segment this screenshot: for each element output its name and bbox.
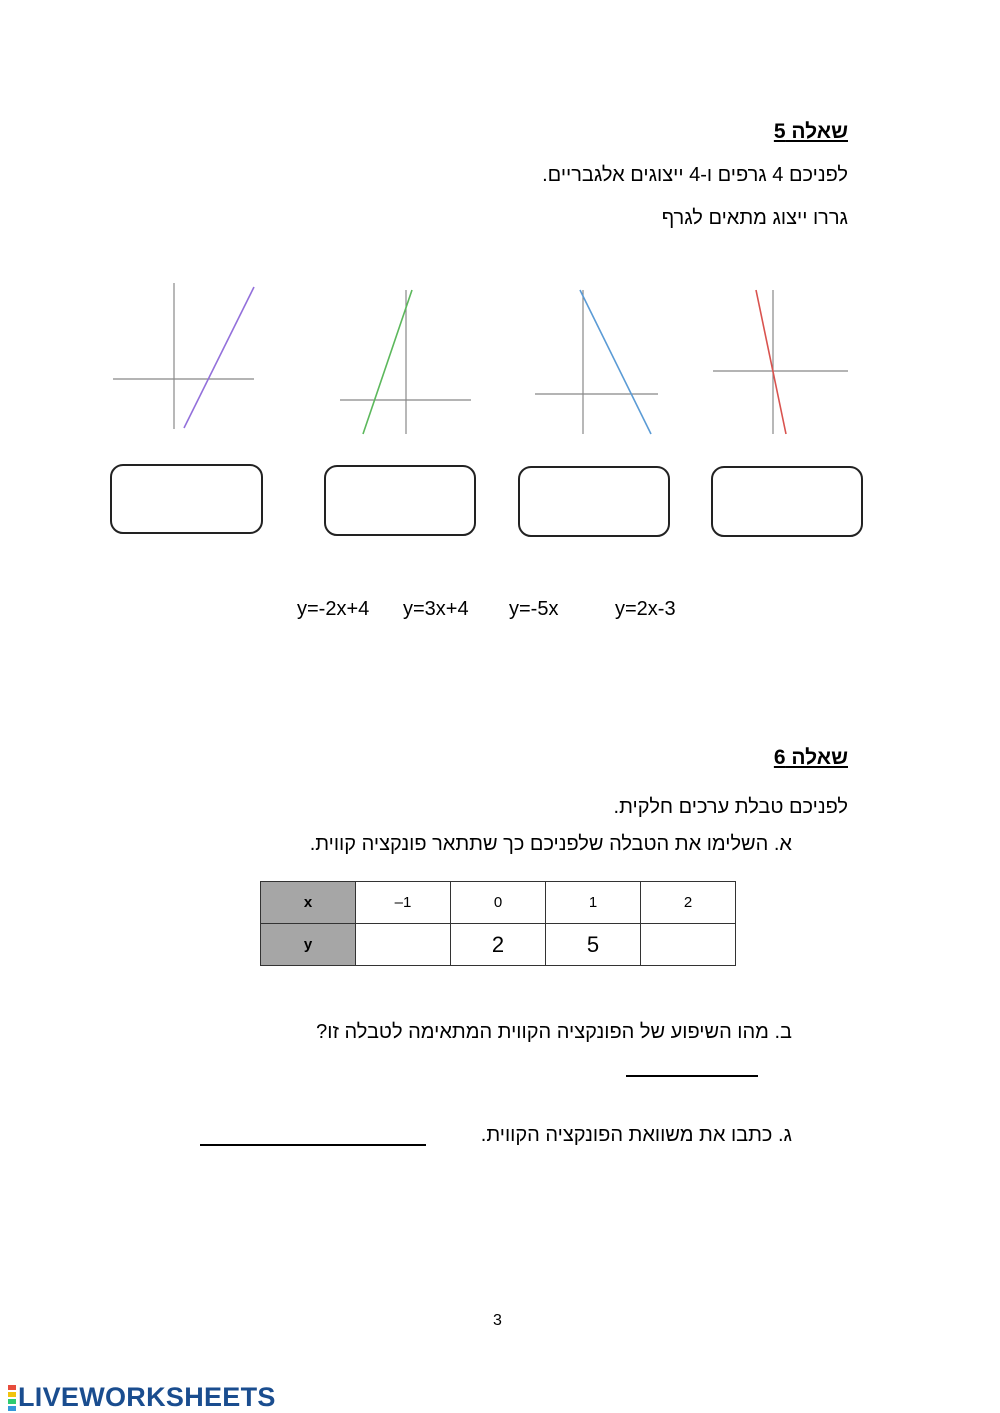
graph-blue [532,285,662,440]
question-5-drag-instruction: גררו ייצוג מתאים לגרף [661,207,848,229]
question-5-instruction: לפניכם 4 גרפים ו-4 ייצוגים אלגבריים. [542,164,848,186]
y-answer-cell[interactable] [356,924,451,966]
y-value-cell: 5 [546,924,641,966]
x-value-cell: 0 [451,882,546,924]
x-value-cell: 1 [546,882,641,924]
y-answer-cell[interactable] [641,924,736,966]
question-6-title: שאלה 6 [773,746,848,769]
drop-box-graph-blue[interactable] [518,466,670,537]
slope-answer-field[interactable] [626,1061,758,1077]
drop-box-graph-purple[interactable] [110,464,263,534]
x-value-cell: 2 [641,882,736,924]
expression-option[interactable]: y=-2x+4 [297,598,370,620]
question-6-part-b: ב. מהו השיפוע של הפונקציה הקווית המתאימה לטבלה זו? [316,1021,792,1043]
values-table [260,881,736,966]
graph-red [710,285,855,440]
table-row-y [261,924,736,966]
y-value-cell: 2 [451,924,546,966]
expression-option[interactable]: y=3x+4 [403,598,469,620]
question-6-part-c: ג. כתבו את משוואת הפונקציה הקווית. [480,1124,792,1146]
question-5-title: שאלה 5 [773,120,848,143]
table-row-x [261,882,736,924]
y-header-cell: y [261,924,356,966]
question-6-intro: לפניכם טבלת ערכים חלקית. [613,796,848,818]
x-value-cell: –1 [356,882,451,924]
equation-answer-field[interactable] [200,1130,426,1146]
question-6-part-a: א. השלימו את הטבלה שלפניכם כך שתתאר פונקציה קווית. [309,833,792,855]
logo-mark-icon [8,1384,16,1412]
graph-green [335,285,475,440]
drop-box-graph-red[interactable] [711,466,863,537]
graph-purple [108,280,263,435]
logo-text: LIVEWORKSHEETS [18,1382,276,1412]
expression-option[interactable]: y=2x-3 [615,598,676,620]
x-header-cell: x [261,882,356,924]
page-number: 3 [493,1312,502,1329]
liveworksheets-logo [8,1382,276,1413]
drop-box-graph-green[interactable] [324,465,476,536]
expression-option[interactable]: y=-5x [509,598,559,620]
